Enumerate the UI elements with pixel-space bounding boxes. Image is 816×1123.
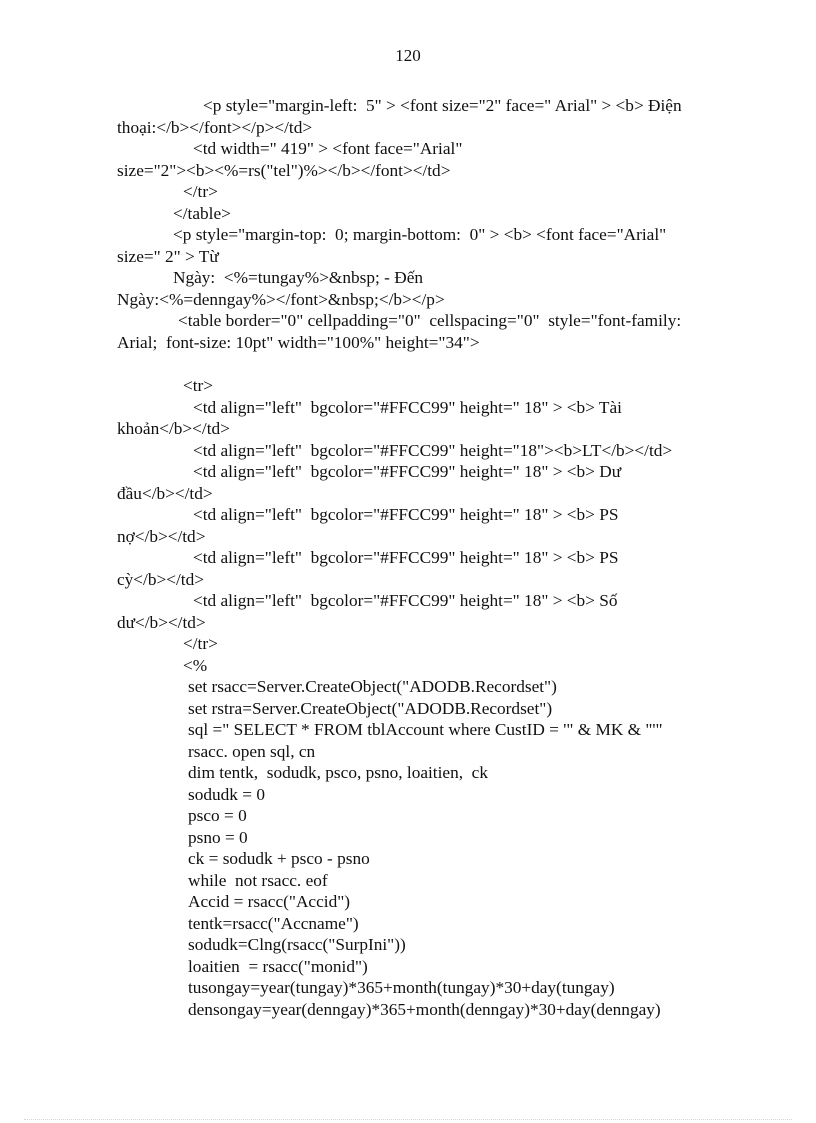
- page-bottom-divider: [24, 1119, 792, 1120]
- code-line: tusongay=year(tungay)*365+month(tungay)*30+day(tungay): [188, 978, 615, 997]
- code-line: <table border="0" cellpadding="0" cellspacing="0" style="font-family:: [178, 311, 682, 330]
- code-line: tentk=rsacc("Accname"): [188, 914, 359, 933]
- code-line: <td align="left" bgcolor="#FFCC99" height=" 18" > <b> PS: [193, 548, 619, 567]
- code-line: sodudk = 0: [188, 785, 265, 804]
- code-line: <p style="margin-top: 0; margin-bottom: 0" > <b> <font face="Arial": [173, 225, 667, 244]
- code-line: psco = 0: [188, 806, 247, 825]
- code-line: </tr>: [183, 182, 218, 201]
- code-line: đầu</b></td>: [117, 484, 213, 503]
- code-line: <td align="left" bgcolor="#FFCC99" height=" 18" > <b> Tài: [193, 398, 622, 417]
- code-line: loaitien = rsacc("monid"): [188, 957, 368, 976]
- code-line: <td width=" 419" > <font face="Arial": [193, 139, 463, 158]
- code-line: nợ</b></td>: [117, 527, 206, 546]
- code-line: size=" 2" > Từ: [117, 247, 219, 266]
- code-line: Ngày:<%=denngay%></font>&nbsp;</b></p>: [117, 290, 445, 309]
- code-line: dim tentk, sodudk, psco, psno, loaitien, ck: [188, 763, 488, 782]
- code-line: Arial; font-size: 10pt" width="100%" height="34">: [117, 333, 480, 352]
- code-line: while not rsacc. eof: [188, 871, 328, 890]
- code-line: khoản</b></td>: [117, 419, 230, 438]
- code-line: <td align="left" bgcolor="#FFCC99" height=" 18" > <b> Dư: [193, 462, 622, 481]
- code-line: <td align="left" bgcolor="#FFCC99" height=" 18" > <b> Số: [193, 591, 618, 610]
- code-line: densongay=year(denngay)*365+month(denngay)*30+day(denngay): [188, 1000, 661, 1019]
- code-line: <td align="left" bgcolor="#FFCC99" height=" 18" > <b> PS: [193, 505, 619, 524]
- page-number: 120: [395, 46, 421, 65]
- code-line: psno = 0: [188, 828, 248, 847]
- code-line: ck = sodudk + psco - psno: [188, 849, 370, 868]
- code-line: cỳ</b></td>: [117, 570, 204, 589]
- code-line: <p style="margin-left: 5" > <font size="2" face=" Arial" > <b> Điện: [203, 96, 682, 115]
- code-line: <%: [183, 656, 208, 675]
- code-line: set rstra=Server.CreateObject("ADODB.Recordset"): [188, 699, 553, 718]
- code-line: sodudk=Clng(rsacc("SurpIni")): [188, 935, 406, 954]
- code-line: <td align="left" bgcolor="#FFCC99" height="18"><b>LT</b></td>: [193, 441, 673, 460]
- code-line: set rsacc=Server.CreateObject("ADODB.Recordset"): [188, 677, 557, 696]
- code-line: </table>: [173, 204, 231, 223]
- code-line: rsacc. open sql, cn: [188, 742, 316, 761]
- code-line: size="2"><b><%=rs("tel")%></b></font></td>: [117, 161, 451, 180]
- code-line: </tr>: [183, 634, 218, 653]
- code-line: Accid = rsacc("Accid"): [188, 892, 351, 911]
- code-line: dư</b></td>: [117, 613, 206, 632]
- code-line: sql =" SELECT * FROM tblAccount where CustID = '" & MK & "'": [188, 720, 663, 739]
- code-line: <tr>: [183, 376, 214, 395]
- code-line: thoại:</b></font></p></td>: [117, 118, 313, 137]
- code-line: Ngày: <%=tungay%>&nbsp; - Đến: [173, 268, 424, 287]
